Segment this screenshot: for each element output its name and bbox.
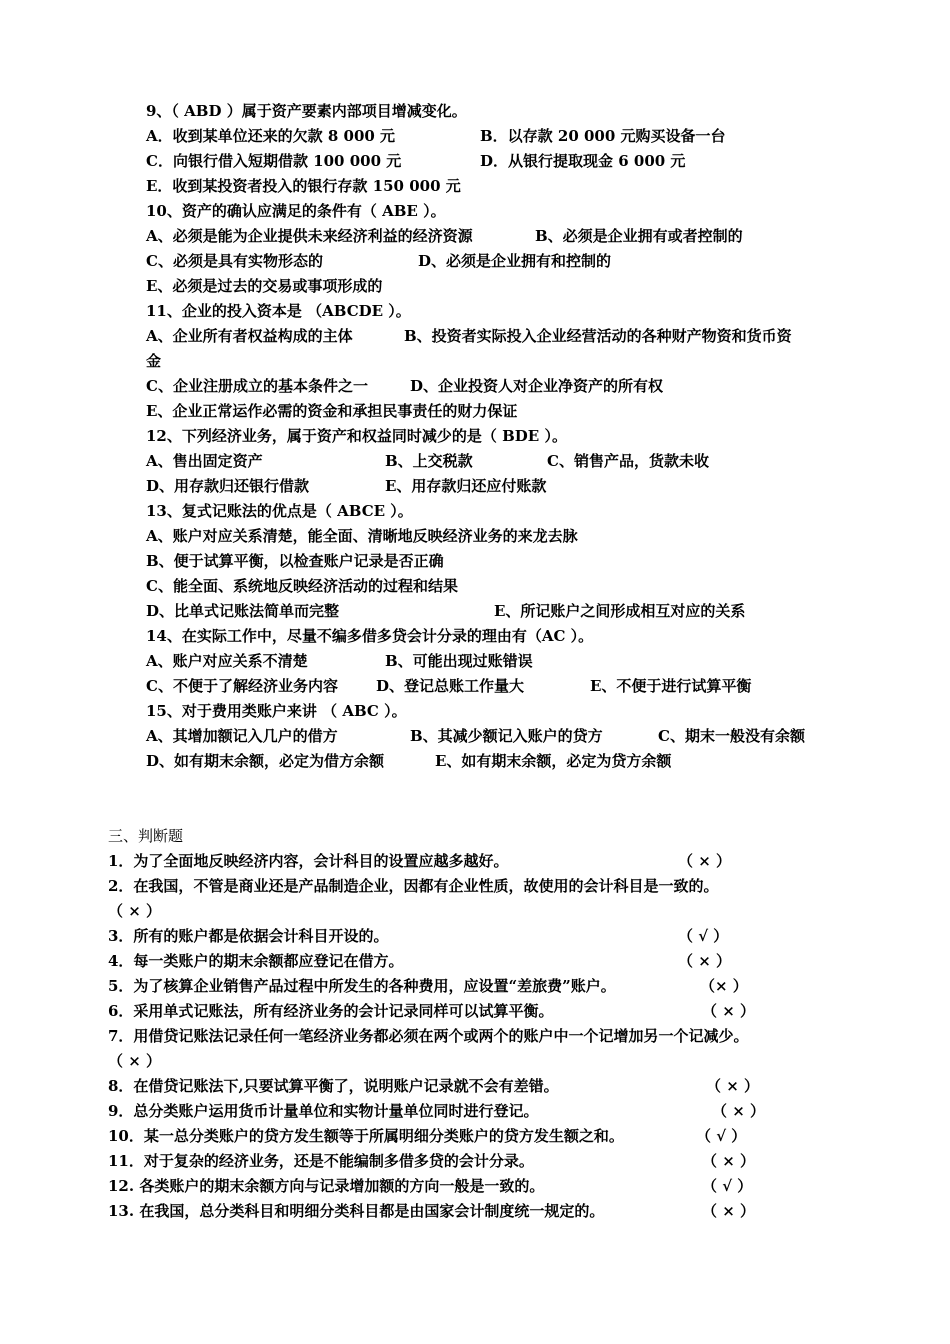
q15-option-a: A、其增加额记入几户的借方 <box>146 727 338 745</box>
tf-answer-mark: （ √ ） <box>678 927 729 945</box>
q13-option-e: E、所记账户之间形成相互对应的关系 <box>494 602 746 620</box>
q15-option-e: E、如有期末余额，必定为贷方余额 <box>435 752 672 770</box>
q9-option-a: A．收到某单位还来的欠款 8 000 元 <box>146 127 396 145</box>
tf-answer-mark: （ × ） <box>702 1152 756 1170</box>
q15-option-c: C、期末一般没有余额 <box>658 727 805 745</box>
q15-option-b: B、其减少额记入账户的贷方 <box>410 727 603 745</box>
q9-option-b: B．以存款 20 000 元购买设备一台 <box>480 127 726 145</box>
q11-option-b: B、投资者实际投入企业经营活动的各种财产物资和货币资 <box>404 327 792 345</box>
q13-option-d: D、比单式记账法简单而完整 <box>146 602 340 620</box>
tf-answer-mark: （ × ） <box>108 902 162 920</box>
q12-option-b: B、上交税款 <box>385 452 473 470</box>
tf-answer-mark: （ × ） <box>678 952 732 970</box>
q11-option-c: C、企业注册成立的基本条件之一 <box>146 377 368 395</box>
q11-option-a: A、企业所有者权益构成的主体 <box>146 327 353 345</box>
tf-answer-mark: （ × ） <box>712 1102 766 1120</box>
document-page: 9、（ ABD ）属于资产要素内部项目增减变化。 A．收到某单位还来的欠款 8 000 元 B．以存款 20 000 元购买设备一台 C．向银行借入短期借款 100 000 元 D．从银行提取现金 6 000 元 E．收到某投资者投入的银行存款 150 000 元 10、资产的确认应满足的条件有（ ABE ）。 A、必须是能为企业提供未来经济利益的经济资源 B、必须是企业拥有或者控制的 C、必须是具有实物形态的 D、必须是企业拥有和控制的 E、必须是过去的交易或事项形成的 11、企业的投入资本是 （ABCDE ）。 A、企业所有者权益构成的主体 B、投资者实际投入企业经营活动的各种财产物资和货币资 金 C、企业注册成立的基本条件之一 D、企业投资人对企业净资产的所有权 E、企业正常运作必需的资金和承担民事责任的财力保证 12、下列经济业务，属于资产和权益同时减少的是（ BDE ）。 A、售出固定资产 B、上交税款 C、销售产品，货款未收 D、用存款归还银行借款 E、用存款归还应付账款 13、复式记账法的优点是（ ABCE ）。 A、账户对应关系清楚，能全面、清晰地反映经济业务的来龙去脉 B、便于试算平衡，以检查账户记录是否正确 C、能全面、系统地反映经济活动的过程和结果 D、比单式记账法简单而完整 E、所记账户之间形成相互对应的关系 14、在实际工作中，尽量不编多借多贷会计分录的理由有（AC ）。 A、账户对应关系不清楚 B、可能出现过账错误 C、不便于了解经济业务内容 D、登记总账工作量大 E、不便于进行试算平衡 15、对于费用类账户来讲 （ ABC ）。 A、其增加额记入几户的借方 B、其减少额记入账户的贷方 C、期末一般没有余额 D、如有期末余额，必定为借方余额 E、如有期末余额，必定为贷方余额 三、判断题 1．为了全面地反映经济内容，会计科目的设置应越多越好。 （ × ） 2．在我国，不管是商业还是产品制造企业，因都有企业性质，故使用的会计科目是一致的。 （ × ） 3．所有的账户都是依据会计科目开设的。 （ √ ） 4．每一类账户的期末余额都应登记在借方。 （ × ） 5．为了核算企业销售产品过程中所发生的各种费用，应设置“差旅费”账户。 （× ） 6．采用单式记账法，所有经济业务的会计记录同样可以试算平衡。 （ × ） 7．用借贷记账法记录任何一笔经济业务都必须在两个或两个的账户中一个记增加另一个记减少。 （ × ） 8．在借贷记账法下,只要试算平衡了，说明账户记录就不会有差错。 （ × ） 9．总分类账户运用货币计量单位和实物计量单位同时进行登记。 （ × ） 10．某一总分类账户的贷方发生额等于所属明细分类账户的贷方发生额之和。 （ √ ） 11．对于复杂的经济业务，还是不能编制多借多贷的会计分录。 （ × ） 12. 各类账户的期末余额方向与记录增加额的方向一般是一致的。 （ √ ） 13. 在我国，总分类科目和明细分类科目都是由国家会计制度统一规定的。 （ × ） <box>0 0 950 1344</box>
q14-option-c: C、不便于了解经济业务内容 <box>146 677 338 695</box>
q14-option-d: D、登记总账工作量大 <box>376 677 525 695</box>
tf-answer-mark: （ × ） <box>678 852 732 870</box>
q11-option-d: D、企业投资人对企业净资产的所有权 <box>410 377 664 395</box>
tf-answer-mark: （ × ） <box>702 1002 756 1020</box>
q14-option-e: E、不便于进行试算平衡 <box>590 677 752 695</box>
q14-option-b: B、可能出现过账错误 <box>385 652 533 670</box>
q15-option-d: D、如有期末余额，必定为借方余额 <box>146 752 385 770</box>
tf-answer-mark: （× ） <box>700 977 748 995</box>
tf-answer-mark: （ × ） <box>706 1077 760 1095</box>
q10-option-b: B、必须是企业拥有或者控制的 <box>535 227 743 245</box>
q10-option-c: C、必须是具有实物形态的 <box>146 252 323 270</box>
tf-answer-mark: （ √ ） <box>702 1177 753 1195</box>
q12-option-e: E、用存款归还应付账款 <box>385 477 547 495</box>
q12-option-a: A、售出固定资产 <box>146 452 263 470</box>
q10-option-a: A、必须是能为企业提供未来经济利益的经济资源 <box>146 227 473 245</box>
tf-answer-mark: （ × ） <box>702 1202 756 1220</box>
q12-option-d: D、用存款归还银行借款 <box>146 477 310 495</box>
q10-option-d: D、必须是企业拥有和控制的 <box>418 252 612 270</box>
tf-answer-mark: （ √ ） <box>696 1127 747 1145</box>
q9-option-d: D．从银行提取现金 6 000 元 <box>480 152 686 170</box>
tf-answer-mark: （ × ） <box>108 1052 162 1070</box>
q9-option-c: C．向银行借入短期借款 100 000 元 <box>146 152 402 170</box>
q14-option-a: A、账户对应关系不清楚 <box>146 652 308 670</box>
q12-option-c: C、销售产品，货款未收 <box>547 452 709 470</box>
